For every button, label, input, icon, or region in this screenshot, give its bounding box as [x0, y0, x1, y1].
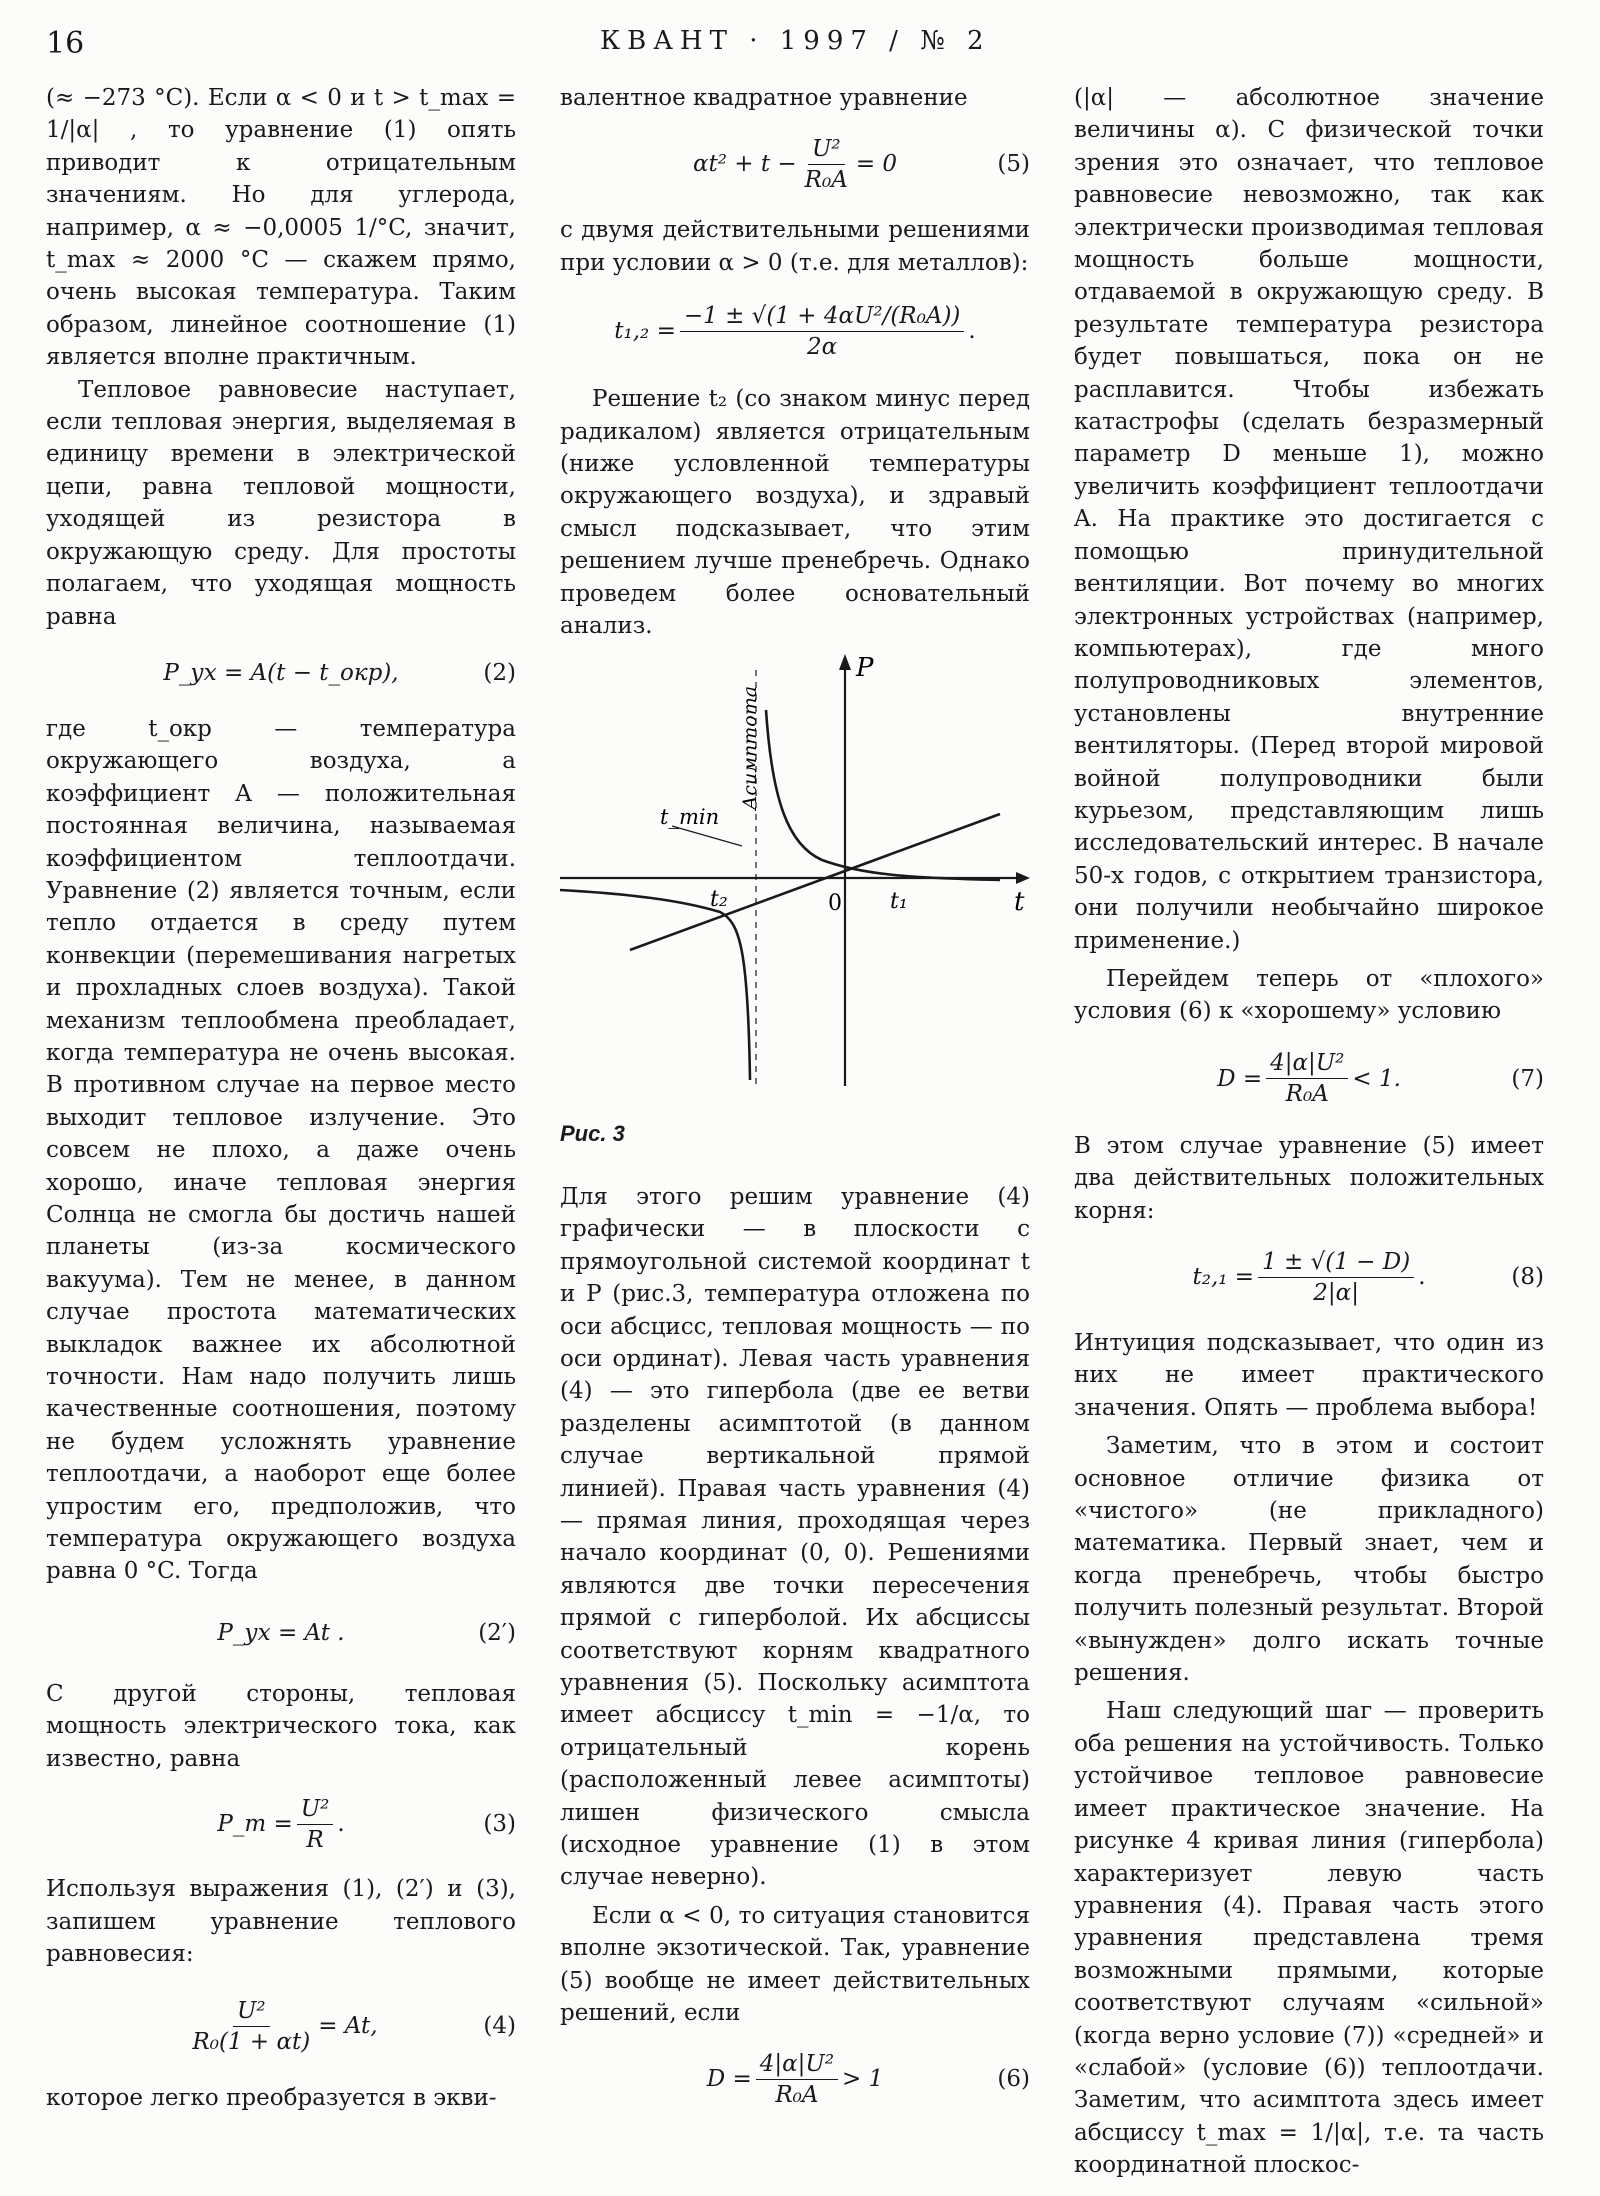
figure-3: [560, 650, 1030, 1110]
numerator: U²: [297, 1794, 334, 1825]
numerator: U²: [808, 134, 845, 165]
denominator: R₀A: [804, 166, 848, 193]
equation-7: [1074, 1038, 1544, 1120]
equation-lhs: t₂,₁ =: [1192, 1263, 1255, 1290]
paragraph: Заметим, что в этом и состоит основное отличие физика от «чистого» (не прикладного) математика. Первый знает, чем и когда пренебречь, чтобы быстро получить полезный результат. Второй «вынужден» долго искать точные решения.: [1074, 1433, 1544, 1687]
paragraph: Используя выражения (1), (2′) и (3), запишем уравнение теплового равновесия:: [46, 1876, 516, 1967]
equation-2: [46, 643, 516, 703]
equation-lhs: αt² + t −: [692, 151, 797, 178]
paragraph: где t_окр — температура окружающего воздуха, а коэффициент A — положительная постоянная величина, называемая коэффициентом теплоотдачи. Уравнение (2) является точным, если тепло отдается в среду путем конвекции (перемешивания нагретых и прохладных слоев воздуха). Такой механизм теплообмена преобладает, когда температура не очень высокая. В противном случае на первое место выходит тепловое излучение. Это совсем не плохо, а даже очень хорошо, иначе тепловая энергия Солнца не смогла бы достичь нашей планеты (из-за космического вакуума). Тем не менее, в данном случае простота математических выкладок важнее их абсолютной точности. Нам надо получить лишь качественные соотношения, поэтому не будем усложнять уравнение теплоотдачи, а наоборот еще более упростим его, предположив, что температура окружающего воздуха равна 0 °C. Тогда: [46, 715, 516, 1585]
p-axis-arrow: [839, 654, 851, 670]
label-zero: 0: [828, 891, 842, 917]
equation-number: (8): [1511, 1263, 1544, 1290]
denominator: R₀A: [1285, 1081, 1329, 1108]
tmin-leader: [672, 826, 742, 846]
numerator: 1 ± √(1 − D): [1258, 1247, 1414, 1278]
paragraph: Решение t₂ (со знаком минус перед радикалом) является отрицательным (ниже условленной температуры окружающего воздуха), и здравый смысл подсказывает, что этим решением лучше пренебречь. Однако проведем более основательный анализ.: [560, 386, 1030, 640]
fraction: [801, 134, 852, 195]
paragraph: Перейдем теперь от «плохого» условия (6) к «хорошему» условию: [1074, 965, 1544, 1025]
label-t: t: [1014, 887, 1025, 918]
column-2: [560, 82, 1030, 2129]
paragraph: Тепловое равновесие наступает, если тепловая энергия, выделяемая в единицу времени в электрической цепи, равна тепловой мощности, уходящей из резистора в окружающую среду. Для простоты полагаем, что уходящая мощность равна: [46, 376, 516, 630]
denominator: 2α: [807, 333, 838, 360]
denominator: R₀A: [775, 2081, 819, 2108]
equation-rhs: = At,: [318, 2013, 378, 2040]
paragraph: Если α < 0, то ситуация становится вполне экзотической. Так, уравнение (5) вообще не имеет действительных решений, если: [560, 1902, 1030, 2027]
hyperbola-left-branch: [560, 890, 750, 1080]
paragraph: В этом случае уравнение (5) имеет два действительных положительных корня:: [1074, 1132, 1544, 1224]
figure-caption: Рис. 3: [560, 1121, 625, 1147]
equation-number: (2): [483, 659, 516, 686]
paragraph: Для этого решим уравнение (4) графически — в плоскости с прямоугольной системой координат t и P (рис.3, температура отложена по оси абсцисс, тепловая мощность — по оси ординат). Левая часть уравнения (4) — это гипербола (две ее ветви разделены асимптотой (в данном случае вертикальной прямой линией). Правая часть уравнения (4) — прямая линия, проходящая через начало координат (0, 0). Решениями являются две точки пересечения прямой с гиперболой. Их абсциссы соответствуют корням квадратного уравнения (5). Поскольку асимптота имеет абсциссу t_min = −1/α, то отрицательный корень (расположенный левее асимптоты) лишен физического смысла (исходное уравнение (1) в этом случае неверно).: [560, 1183, 1030, 1891]
fraction: [1258, 1247, 1414, 1308]
fraction: [756, 2049, 838, 2110]
equation-number: (5): [997, 151, 1030, 178]
paragraph: (|α| — абсолютное значение величины α). С физической точки зрения это означает, что тепловое равновесие невозможно, так как электрически производимая тепловая мощность больше мощности, отдаваемой в окружающую среду. В результате температура резистора будет повышаться, пока он не расплавится. Чтобы избежать катастрофы (сделать безразмерный параметр D меньше 1), можно увеличить коэффициент теплоотдачи A. На практике это достигается с помощью принудительной вентиляции. Вот почему во многих электронных устройствах (например, компьютерах), где много полупроводниковых элементов, установлены внутренние вентиляторы. (Перед второй мировой войной полупроводники были курьезом, представляющим лишь исследовательский интерес. В начале 50-х годов, с открытием транзистора, они получили необычайно широкое применение.): [1074, 85, 1544, 954]
equation-lhs: D =: [1217, 1065, 1263, 1092]
label-p: P: [856, 653, 874, 684]
numerator: U²: [233, 1996, 270, 2027]
equation-5: [560, 124, 1030, 204]
numerator: 4|α|U²: [756, 2049, 838, 2080]
equation-2-prime: [46, 1598, 516, 1668]
page-number: 16: [46, 26, 85, 61]
equation-lhs: P_т =: [217, 1810, 293, 1837]
label-tmin: t_min: [660, 805, 720, 830]
denominator: R: [306, 1826, 324, 1853]
label-t2: t₂: [710, 887, 728, 913]
paragraph: с двумя действительными решениями при условии α > 0 (т.е. для металлов):: [560, 217, 1030, 276]
paragraph: Интуиция подсказывает, что один из них не имеет практического значения. Опять — проблема выбора!: [1074, 1330, 1544, 1421]
equation-8: t₂,₁ = $\frac{1 \pm √(1 - D)}{2|\alpha|}$ . (8): [1192, 1248, 1544, 1306]
fraction: [680, 301, 965, 362]
equation-3: P_т = $\frac{\text{U²}}{R}$ . (3): [217, 1795, 516, 1853]
equation-number: (4): [483, 2013, 516, 2040]
equation-number: (2′): [478, 1619, 516, 1646]
equation-number: (7): [1511, 1065, 1544, 1092]
equation-rhs: < 1.: [1352, 1065, 1401, 1092]
line-at: [630, 814, 1000, 950]
paragraph: Наш следующий шаг — проверить оба решения на устойчивость. Только устойчивое тепловое равновесие имеет практическое значение. На рисунке 4 кривая линия (гипербола) характеризует левую часть уравнения (4). Правая часть этого уравнения представлена тремя возможными прямыми, которые соответствуют случаям «сильной» (когда верно условие (7)) «средней» и «слабой» (условие (6)) теплоотдачи. Заметим, что асимптота здесь имеет абсциссу t_max = 1/|α|, т.е. та часть координатной плоскос-: [1074, 1698, 1544, 2179]
fraction: [297, 1794, 334, 1855]
equation-rhs: = 0: [855, 151, 898, 178]
equation-body: P_ух = At .: [217, 1619, 345, 1646]
equation-number: (3): [483, 1810, 516, 1837]
paragraph: (≈ −273 °C). Если α < 0 и t > t_max = 1/|α| , то уравнение (1) опять приводит к отрицательным значениям. Но для углерода, например, α ≈ −0,0005 1/°C, значит, t_max ≈ 2000 °C — скажем прямо, очень высокая температура. Таким образом, линейное соотношение (1) является вполне практичным.: [46, 85, 516, 371]
fraction: [188, 1996, 314, 2057]
equation-4: [46, 1980, 516, 2072]
hyperbola-right-branch: [766, 710, 1000, 880]
column-1: [46, 82, 516, 2115]
numerator: 4|α|U²: [1266, 1048, 1348, 1079]
numerator: −1 ± √(1 + 4αU²/(R₀A)): [680, 301, 965, 332]
denominator: R₀(1 + αt): [192, 2028, 311, 2055]
label-t1: t₁: [890, 889, 908, 915]
paragraph: С другой стороны, тепловая мощность электрического тока, как известно, равна: [46, 1680, 516, 1772]
equation-6: [560, 2039, 1030, 2119]
paragraph: которое легко преобразуется в экви-: [46, 2085, 497, 2112]
fraction: [1266, 1048, 1348, 1109]
equation-lhs: t₁,₂ =: [614, 318, 676, 345]
running-head: КВАНТ · 1997 / № 2: [600, 26, 991, 56]
column-3: [1074, 82, 1544, 2182]
paragraph: валентное квадратное уравнение: [560, 85, 968, 111]
equation-lhs: D =: [706, 2066, 752, 2093]
equation-rhs: > 1: [842, 2066, 884, 2093]
denominator: 2|α|: [1313, 1279, 1359, 1306]
label-asymptote: Асимптота: [739, 686, 761, 811]
equation-number: (6): [997, 2066, 1030, 2093]
equation-body: P_ух = A(t − t_окр),: [163, 659, 399, 686]
equation-t12: t₁,₂ = $\frac{\text{−1 ± √(1 + 4αU²/(R₀A))}}{2\alpha}$ .: [614, 302, 976, 360]
t-axis-arrow: [1016, 872, 1030, 884]
